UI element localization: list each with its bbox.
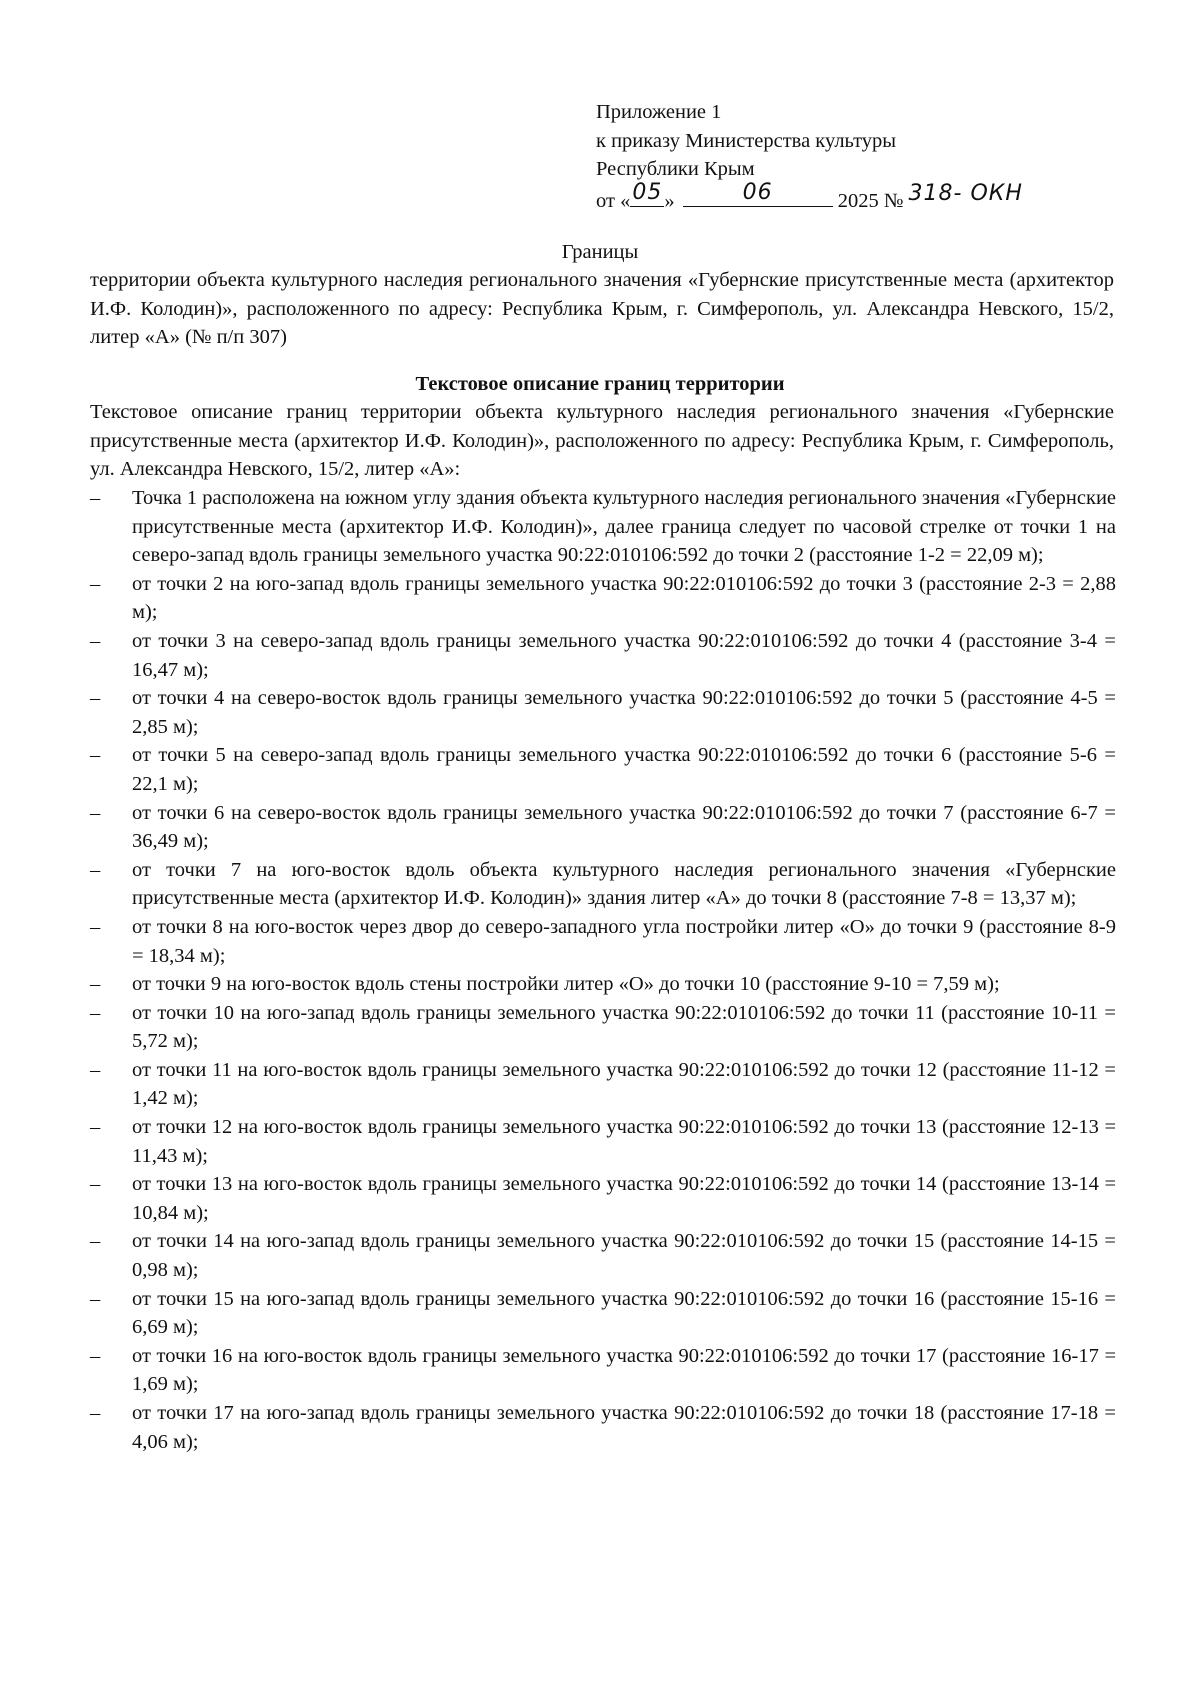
- list-item-text: от точки 8 на юго-восток через двор до северо-западного угла постройки литер «О» до точки 9 (расстояние 8-9 = 18,34 м);: [132, 915, 1116, 967]
- list-dash: –: [90, 973, 101, 996]
- appendix-ministry: Республики Крым: [596, 158, 755, 181]
- list-item: [88, 627, 1116, 684]
- list-item-text: от точки 17 на юго-запад вдоль границы земельного участка 90:22:010106:592 до точки 18 (расстояние 17-18 = 4,06 м);: [132, 1402, 1116, 1453]
- list-item-text: Точка 1 расположена на южном углу здания объекта культурного наследия регионального значения «Губернские присутственные места (архитектор И.Ф. Колодин)», далее граница следует по часовой стрелке от точки 1 на северо-запад вдоль границы земельного участка 90:22:010106:592 до точки 2 (расстояние 1-2 = 22,09 м);: [132, 487, 1117, 567]
- order-date-line: [596, 180, 1116, 214]
- list-item: [88, 1170, 1116, 1227]
- appendix-label: Приложение 1: [596, 101, 722, 123]
- list-item-text: от точки 9 на юго-восток вдоль стены постройки литер «О» до точки 10 (расстояние 9-10 = 7,59 м);: [132, 973, 1000, 996]
- date-year-number-label: 2025 №: [837, 189, 904, 212]
- date-prefix: от «: [596, 189, 631, 212]
- list-dash: –: [90, 487, 101, 509]
- list-item-text: от точки 5 на северо-запад вдоль границы земельного участка 90:22:010106:592 до точки 6 (расстояние 5-6 = 22,1 м);: [132, 744, 1116, 795]
- section-heading: Текстовое описание границ территории: [415, 373, 785, 395]
- document-title: Границы: [561, 241, 639, 263]
- list-dash: –: [90, 1116, 101, 1139]
- list-item: [88, 484, 1116, 570]
- list-item-text: от точки 12 на юго-восток вдоль границы земельного участка 90:22:010106:592 до точки 13 (расстояние 12-13 = 11,43 м);: [132, 1116, 1116, 1167]
- list-dash: –: [90, 687, 101, 710]
- list-item: [88, 741, 1116, 798]
- list-item-text: от точки 16 на юго-восток вдоль границы земельного участка 90:22:010106:592 до точки 17 (расстояние 16-17 = 1,69 м);: [132, 1344, 1116, 1396]
- list-dash: –: [90, 1230, 101, 1253]
- list-item-text: от точки 15 на юго-запад вдоль границы земельного участка 90:22:010106:592 до точки 16 (расстояние 15-16 = 6,69 м);: [132, 1287, 1116, 1339]
- list-item-text: от точки 11 на юго-восток вдоль границы земельного участка 90:22:010106:592 до точки 12 (расстояние 11-12 = 1,42 м);: [132, 1058, 1116, 1110]
- date-day: 05: [632, 180, 663, 206]
- document-subtitle: территории объекта культурного наследия регионального значения «Губернские присутственные места (архитектор И.Ф. Колодин)», расположенного по адресу: Республика Крым, г. Симферополь, ул. Александра Невского, 15/2, литер «А» (№ п/п 307): [90, 269, 1114, 349]
- appendix-order-ref: к приказу Министерства культуры: [596, 129, 897, 152]
- list-item: [88, 1113, 1116, 1170]
- list-dash: –: [90, 858, 101, 881]
- list-item-text: от точки 4 на северо-восток вдоль границы земельного участка 90:22:010106:592 до точки 5 (расстояние 4-5 = 2,85 м);: [132, 687, 1116, 738]
- list-dash: –: [90, 1402, 101, 1424]
- list-dash: –: [90, 572, 101, 595]
- list-item: [88, 684, 1116, 741]
- list-dash: –: [90, 1001, 101, 1024]
- list-dash: –: [90, 1287, 101, 1310]
- list-dash: –: [90, 744, 101, 767]
- list-item: [88, 970, 1116, 999]
- list-item-text: от точки 10 на юго-запад вдоль границы земельного участка 90:22:010106:592 до точки 11 (расстояние 10-11 = 5,72 м);: [132, 1001, 1116, 1053]
- date-mid: »: [664, 189, 675, 212]
- order-number: 318- ОКН: [908, 181, 1023, 207]
- list-item: [88, 913, 1116, 970]
- intro-paragraph: Текстовое описание границ территории объекта культурного наследия регионального значения «Губернские присутственные места (архитектор И.Ф. Колодин)», расположенного по адресу: Республика Крым, г. Симферополь, ул. Александра Невского, 15/2, литер «А»:: [90, 401, 1114, 481]
- list-dash: –: [90, 629, 101, 652]
- list-dash: –: [90, 1058, 101, 1081]
- list-item-text: от точки 13 на юго-восток вдоль границы земельного участка 90:22:010106:592 до точки 14 (расстояние 13-14 = 10,84 м);: [132, 1173, 1116, 1224]
- list-item: [88, 1399, 1116, 1456]
- list-dash: –: [90, 1344, 101, 1367]
- list-item: [88, 999, 1116, 1056]
- list-item: [88, 1285, 1116, 1342]
- list-item-text: от точки 6 на северо-восток вдоль границы земельного участка 90:22:010106:592 до точки 7 (расстояние 6-7 = 36,49 м);: [132, 801, 1116, 853]
- list-item: [88, 570, 1116, 627]
- date-month-field: [683, 180, 833, 207]
- list-item-text: от точки 7 на юго-восток вдоль объекта культурного наследия регионального значения «Губернские присутственные места (архитектор И.Ф. Колодин)» здания литер «А» до точки 8 (расстояние 7-8 = 13,37 м);: [132, 858, 1116, 910]
- order-number-field: [908, 181, 1059, 207]
- date-day-field: [630, 180, 664, 207]
- date-month: 06: [742, 180, 773, 206]
- list-item: [88, 1056, 1116, 1113]
- list-item: [88, 856, 1116, 913]
- list-item-text: от точки 2 на юго-запад вдоль границы земельного участка 90:22:010106:592 до точки 3 (расстояние 2-3 = 2,88 м);: [132, 572, 1116, 624]
- list-item: [88, 799, 1116, 856]
- list-dash: –: [90, 1173, 101, 1196]
- list-dash: –: [90, 915, 101, 938]
- list-item-text: от точки 14 на юго-запад вдоль границы земельного участка 90:22:010106:592 до точки 15 (расстояние 14-15 = 0,98 м);: [132, 1230, 1116, 1282]
- appendix-header: [596, 98, 1116, 214]
- boundary-points-list: [88, 484, 1116, 1456]
- list-dash: –: [90, 801, 101, 824]
- list-item: [88, 1342, 1116, 1399]
- list-item: [88, 1227, 1116, 1284]
- list-item-text: от точки 3 на северо-запад вдоль границы земельного участка 90:22:010106:592 до точки 4 (расстояние 3-4 = 16,47 м);: [132, 629, 1116, 681]
